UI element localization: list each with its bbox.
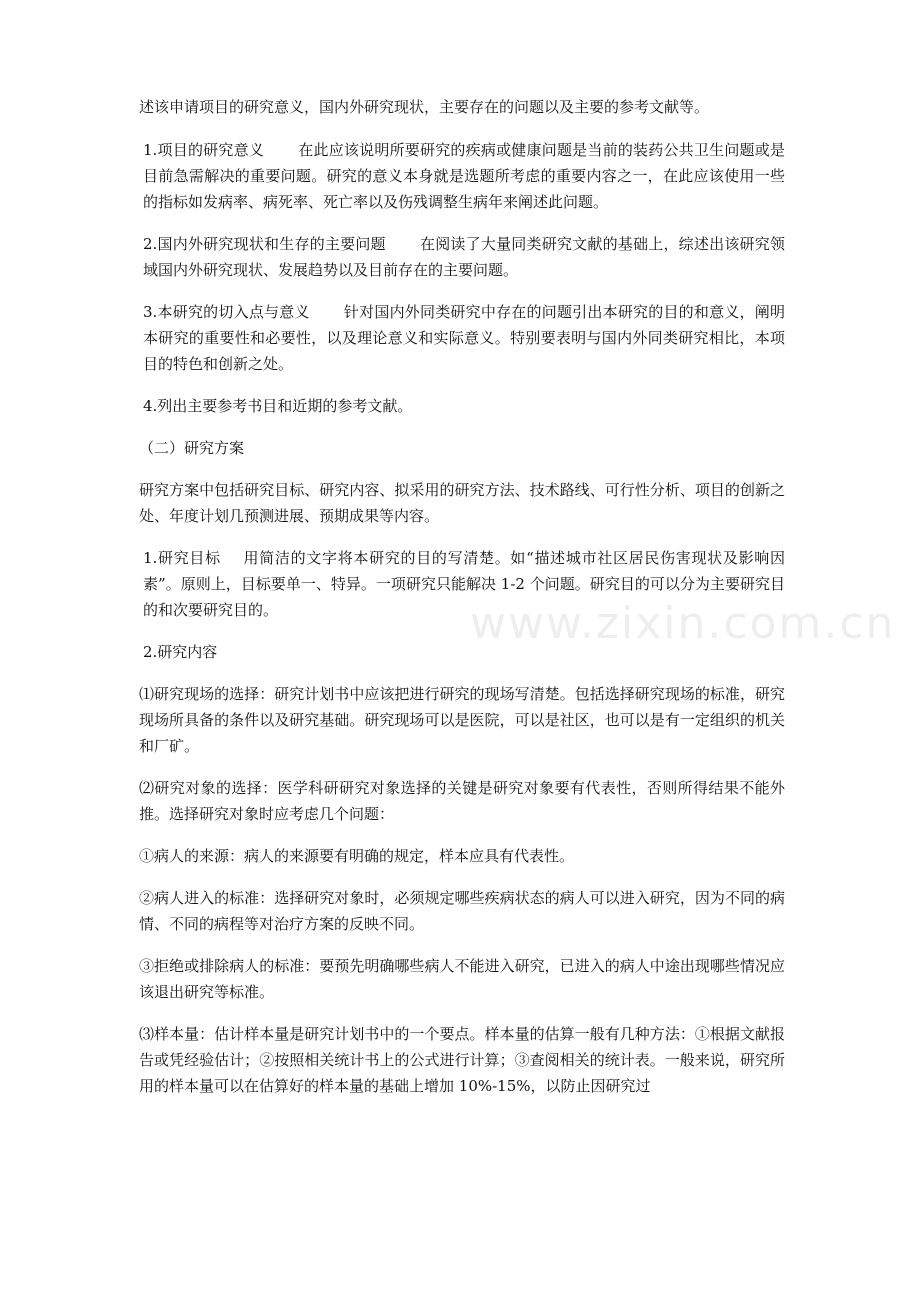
paragraph-exclusion-criteria: ③拒绝或排除病人的标准：要预先明确哪些病人不能进入研究，已进入的病人中途出现哪些情况应该退出研究等标准。 — [139, 957, 785, 1001]
text-research-significance: 在此应该说明所要研究的疾病或健康问题是当前的装药公共卫生问题或是目前急需解决的重要问题。研究的意义本身就是选题所考虑的重要内容之一，在此应该使用一些的指标如发病率、病死率、死亡率以及伤残调整生病年来阐述此问题。 — [143, 141, 785, 211]
document-body — [139, 94, 785, 1115]
paragraph-sample-size: ⑶样本量：估计样本量是研究计划书中的一个要点。样本量的估算一般有几种方法：①根据文献报告或凭经验估计；②按照相关统计书上的公式进行计算；③查阅相关的统计表。一般来说，研究所用的样本量可以在估算好的样本量的基础上增加 10%-15%，以防止因研究过 — [139, 1025, 785, 1095]
paragraph-site-selection: ⑴研究现场的选择：研究计划书中应该把进行研究的现场写清楚。包括选择研究现场的标准，研究现场所具备的条件以及研究基础。研究现场可以是医院，可以是社区，也可以是有一定组织的机关和厂矿。 — [139, 685, 785, 755]
paragraph-intro: 述该申请项目的研究意义，国内外研究现状，主要存在的问题以及主要的参考文献等。 — [139, 98, 710, 116]
paragraph-inclusion-criteria: ②病人进入的标准：选择研究对象时，必须规定哪些疾病状态的病人可以进入研究，因为不同的病情、不同的病程等对治疗方案的反映不同。 — [139, 889, 785, 933]
paragraph-plan-description: 研究方案中包括研究目标、研究内容、拟采用的研究方法、技术路线、可行性分析、项目的创新之处、年度计划几预测进展、预期成果等内容。 — [139, 481, 785, 525]
paragraph-references: 4.列出主要参考书目和近期的参考文献。 — [143, 397, 413, 415]
section-heading-plan: （二）研究方案 — [139, 439, 245, 457]
text-entry-point: 针对国内外同类研究中存在的问题引出本研究的目的和意义，阐明本研究的重要性和必要性，以及理论意义和实际意义。特别要表明与国内外同类研究相比，本项目的特色和创新之处。 — [143, 303, 785, 373]
heading-research-goal: 1.研究目标 — [143, 549, 221, 567]
paragraph-subject-selection: ⑵研究对象的选择：医学科研研究对象选择的关键是研究对象要有代表性，否则所得结果不能外推。选择研究对象时应考虑几个问题： — [139, 779, 785, 823]
heading-research-significance: 1.项目的研究意义 — [143, 141, 265, 159]
paragraph-patient-source: ①病人的来源：病人的来源要有明确的规定，样本应具有代表性。 — [139, 847, 575, 865]
heading-research-status: 2.国内外研究现状和生存的主要问题 — [143, 235, 386, 253]
heading-research-content: 2.研究内容 — [143, 643, 218, 661]
watermark-text: www.zixin.com.cn — [470, 598, 896, 649]
paragraph-research-significance — [139, 137, 785, 215]
paragraph-entry-point — [139, 299, 785, 377]
text-research-status: 在阅读了大量同类研究文献的基础上，综述出该研究领域国内外研究现状、发展趋势以及目前存在的主要问题。 — [143, 235, 785, 279]
paragraph-research-goal — [139, 545, 785, 623]
heading-entry-point: 3.本研究的切入点与意义 — [143, 303, 310, 321]
text-research-goal: 用简洁的文字将本研究的目的写清楚。如“描述城市社区居民伤害现状及影响因素”。原则上，目标要单一、特异。一项研究只能解决 1-2 个问题。研究目的可以分为主要研究目的和次要研究目的。 — [143, 549, 785, 619]
paragraph-research-status — [139, 231, 785, 283]
